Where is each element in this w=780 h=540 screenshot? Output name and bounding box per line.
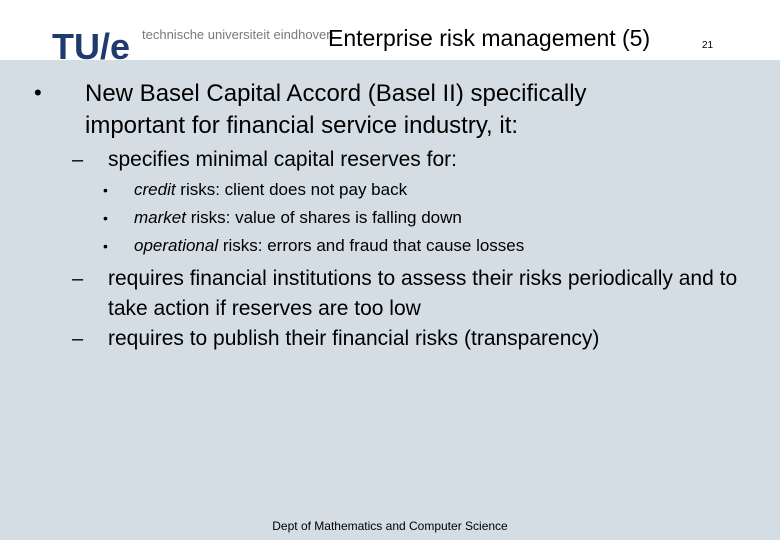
sub-point-3: requires to publish their financial risks (transparency): [108, 327, 600, 350]
slide-header: [0, 0, 780, 66]
svg-text:TU/e: TU/e: [52, 26, 131, 66]
dash-icon: –: [72, 149, 84, 171]
dash-icon: –: [72, 328, 84, 350]
bullet-icon: •: [103, 182, 108, 198]
sub-point-2: requires financial institutions to assess their risks periodically and to take action if reserves are too low: [108, 267, 738, 320]
dash-icon: –: [72, 268, 84, 290]
tue-logo-icon: [52, 26, 132, 66]
page-number: 21: [702, 40, 714, 51]
logo-subtitle: technische universiteit eindhoven: [142, 27, 334, 42]
sub-point-1: specifies minimal capital reserves for:: [108, 148, 457, 171]
main-point: New Basel Capital Accord (Basel II) specifically important for financial service industry, it:: [85, 80, 587, 139]
bullet-icon: •: [103, 238, 108, 254]
bullet-icon: •: [103, 210, 108, 226]
risk-item-market: market risks: value of shares is falling down: [134, 208, 462, 227]
slide-footer: Dept of Mathematics and Computer Science: [272, 519, 508, 533]
slide-title: Enterprise risk management (5): [328, 25, 651, 51]
risk-item-operational: operational risks: errors and fraud that cause losses: [134, 236, 525, 255]
risk-item-credit: credit risks: client does not pay back: [134, 180, 408, 199]
bullet-icon: •: [34, 80, 42, 105]
